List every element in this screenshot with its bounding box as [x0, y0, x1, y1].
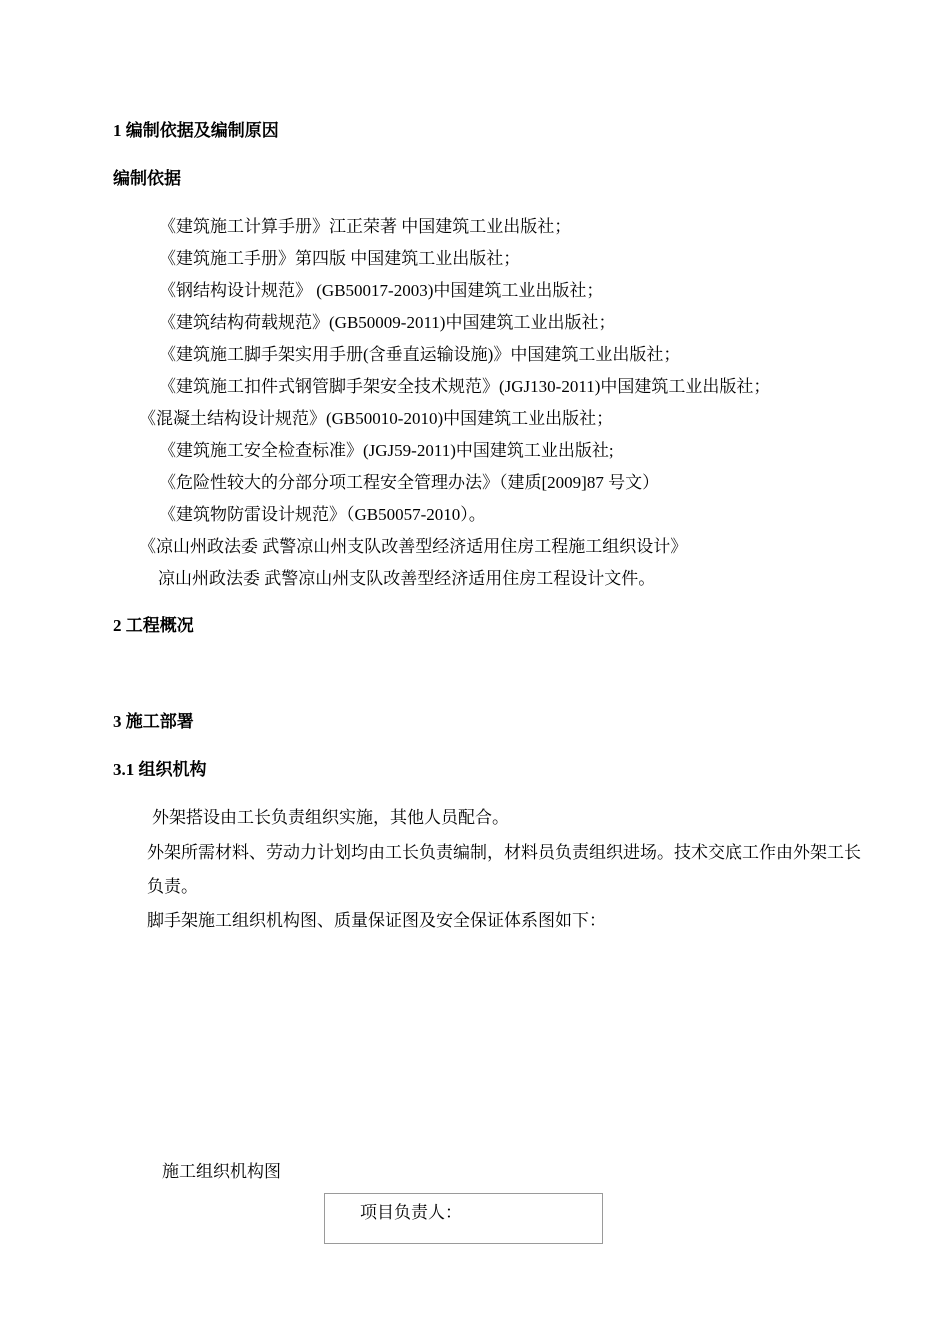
body-paragraph: 外架搭设由工长负责组织实施，其他人员配合。: [152, 808, 509, 827]
reference-item: 《危险性较大的分部分项工程安全管理办法》（建质[2009]87 号文）: [159, 473, 660, 492]
compilation-basis-subheading: 编制依据: [113, 169, 181, 188]
reference-item: 《建筑结构荷载规范》(GB50009-2011)中国建筑工业出版社；: [159, 313, 616, 332]
reference-item: 《建筑施工脚手架实用手册(含垂直运输设施)》中国建筑工业出版社；: [159, 345, 681, 364]
reference-item: 《建筑施工扣件式钢管脚手架安全技术规范》(JGJ130-2011)中国建筑工业出版社；: [159, 377, 771, 396]
reference-item: 《建筑物防雷设计规范》（GB50057-2010）。: [159, 505, 486, 524]
body-paragraph: 外架所需材料、劳动力计划均由工长负责编制，材料员负责组织进场。技术交底工作由外架工长负责。: [147, 843, 861, 896]
body-paragraph: 脚手架施工组织机构图、质量保证图及安全保证体系图如下：: [147, 911, 606, 930]
section-1-heading: 1 编制依据及编制原因: [113, 121, 279, 140]
section-2-heading: 2 工程概况: [113, 616, 194, 635]
org-chart-box-label: 项目负责人：: [360, 1203, 462, 1222]
reference-item: 《钢结构设计规范》 (GB50017-2003)中国建筑工业出版社；: [159, 281, 604, 300]
reference-item: 《建筑施工手册》第四版 中国建筑工业出版社；: [159, 249, 521, 268]
reference-item: 《建筑施工计算手册》江正荣著 中国建筑工业出版社；: [159, 217, 572, 236]
org-chart-box-project-manager: [324, 1193, 603, 1244]
section-3-heading: 3 施工部署: [113, 712, 194, 731]
org-chart-title: 施工组织机构图: [162, 1162, 281, 1181]
reference-item: 《混凝土结构设计规范》(GB50010-2010)中国建筑工业出版社；: [139, 409, 614, 428]
reference-item: 《凉山州政法委 武警凉山州支队改善型经济适用住房工程施工组织设计》: [139, 537, 688, 556]
reference-item: 凉山州政法委 武警凉山州支队改善型经济适用住房工程设计文件。: [158, 569, 656, 588]
section-3-1-heading: 3.1 组织机构: [113, 760, 207, 779]
reference-item: 《建筑施工安全检查标准》(JGJ59-2011)中国建筑工业出版社;: [159, 441, 614, 460]
